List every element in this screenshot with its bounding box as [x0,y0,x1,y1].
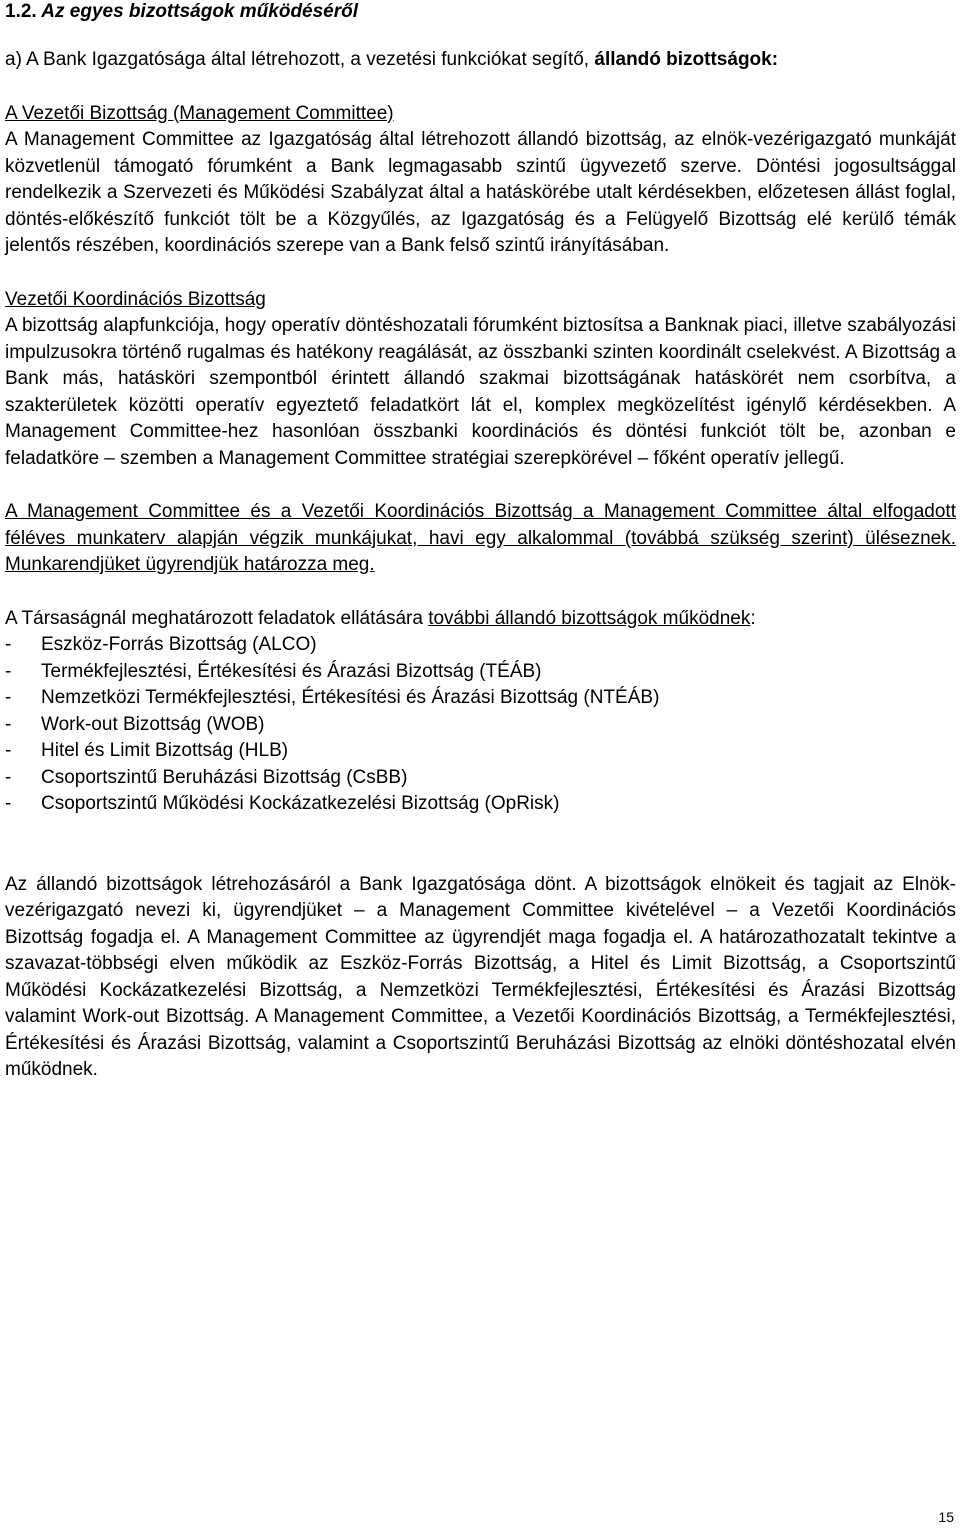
list-item-text: Hitel és Limit Bizottság (HLB) [41,740,289,761]
bullet-dash: - [5,740,12,761]
page-number: 15 [938,1509,954,1525]
list-item-text: Csoportszintű Működési Kockázatkezelési Bizottság (OpRisk) [41,793,560,814]
bullet-dash: - [5,634,12,655]
management-committee-text: A Management Committee az Igazgatóság által létrehozott állandó bizottság, az elnök-vezérigazgató munkáját közvetlenül támogató fórumként a Bank legmagasabb szintű ügyvezető szerve. Döntési jogosultsággal rendelkezik a Szervezeti és Működési Szabályzat által a hatáskörébe utalt kérdésekben, előzetesen állást foglal, döntés-előkészítő funkciót tölt be a Közgyűlés, az Igazgatóság és a Felügyelő Bizottság elé kerülő témák jelentős részében, koordinációs szerepe van a Bank felső szintű irányításában. [5,129,956,256]
dash: – [637,447,649,469]
section-heading [5,0,956,24]
committee-list [5,632,956,818]
management-committee-title [5,101,956,128]
list-item [5,765,956,792]
spacer [5,74,956,101]
list-item [5,659,956,686]
spacer [5,260,956,287]
coordination-text-part3: főként operatív jellegű. [648,447,845,469]
list-item-text: Csoportszintű Beruházási Bizottság (CsBB) [41,766,408,788]
list-item-text: Nemzetközi Termékfejlesztési, Értékesítési és Árazási Bizottság (NTÉÁB) [41,687,660,708]
other-committees-intro [5,606,956,633]
bullet-dash: - [5,766,12,788]
other-committees-intro-text: A Társaságnál meghatározott feladatok ellátására [5,607,429,629]
work-plan-text: A Management Committee és a Vezetői Koordinációs Bizottság a Management Committee által elfogadott féléves munkaterv alapján végzik munkájukat, havi egy alkalommal (továbbá szükség szerint) üléseznek. Munkarendjüket ügyrendjük határozza meg. [5,501,956,575]
spacer [5,472,956,499]
spacer [5,818,956,872]
coordination-committee-text [5,313,956,472]
document-page [5,0,956,1084]
list-item-text: Termékfejlesztési, Értékesítési és Árazási Bizottság (TÉÁB) [41,660,542,682]
bullet-dash: - [5,687,12,708]
section-a-intro-bold: állandó bizottságok: [594,49,779,70]
other-committees-intro-underlined: további állandó bizottságok működnek [428,607,751,629]
bullet-dash: - [5,660,12,682]
coordination-text-part2: szemben a Management Committee stratégiai szerepkörével [114,447,638,469]
list-item-text: Eszköz-Forrás Bizottság (ALCO) [41,634,317,655]
list-item [5,685,956,712]
section-a-intro [5,47,956,74]
spacer [5,579,956,606]
closing-paragraph: Az állandó bizottságok létrehozásáról a Bank Igazgatósága dönt. A bizottságok elnökeit és tagjait az Elnök-vezérigazgató nevezi ki, ügyrendjüket – a Management Committee kivételével – a Vezetői Koordinációs Bizottság fogadja el. A Management Committee az ügyrendjét maga fogadja el. A határozathozatalt tekintve a szavazat-többségi elven működik az Eszköz-Forrás Bizottság, a Hitel és Limit Bizottság, a Csoportszintű Működési Kockázatkezelési Bizottság, a Nemzetközi Termékfejlesztési, Értékesítési és Árazási Bizottság valamint Work-out Bizottság. A Management Committee, a Vezetői Koordinációs Bizottság, a Termékfejlesztési, Értékesítési és Árazási Bizottság, valamint a Csoportszintű Beruházási Bizottság az elnöki döntéshozatal elvén működnek. [5,873,956,1080]
management-committee-title-text: A Vezetői Bizottság (Management Committee) [5,102,394,124]
section-number: 1.2. [5,1,37,22]
list-item [5,712,956,739]
section-a-intro-text: a) A Bank Igazgatósága által létrehozott, a vezetési funkciókat segítő, [5,49,595,70]
other-committees-intro-end: : [750,607,756,629]
coordination-text-part1: A bizottság alapfunkciója, hogy operatív döntéshozatali fórumként biztosítsa a Banknak piaci, illetve szabályozási impulzusokra történő rugalmas és hatékony reagálását, az összbanki szinten koordinált cselekvést. A Bizottság a Bank más, hatásköri szempontból érintett állandó szakmai bizottságának hatáskörét nem csorbítva, a szakterületek közötti operatív egyeztető feladatkört lát el, komplex megközelítést igénylő kérdésekben. A Management Committee-hez hasonlóan összbanki koordinációs és döntési funkciót tölt be, azonban e feladatköre [5,315,956,469]
bullet-dash: - [5,713,12,735]
coordination-committee-title [5,287,956,314]
list-item [5,738,956,765]
coordination-committee-title-text: Vezetői Koordinációs Bizottság [5,288,266,310]
section-title: Az egyes bizottságok működéséről [41,1,359,22]
bullet-dash: - [5,793,12,814]
dash: – [104,447,115,469]
list-item [5,791,956,818]
list-item-text: Work-out Bizottság (WOB) [41,713,265,735]
list-item [5,632,956,659]
work-plan-paragraph [5,499,956,579]
